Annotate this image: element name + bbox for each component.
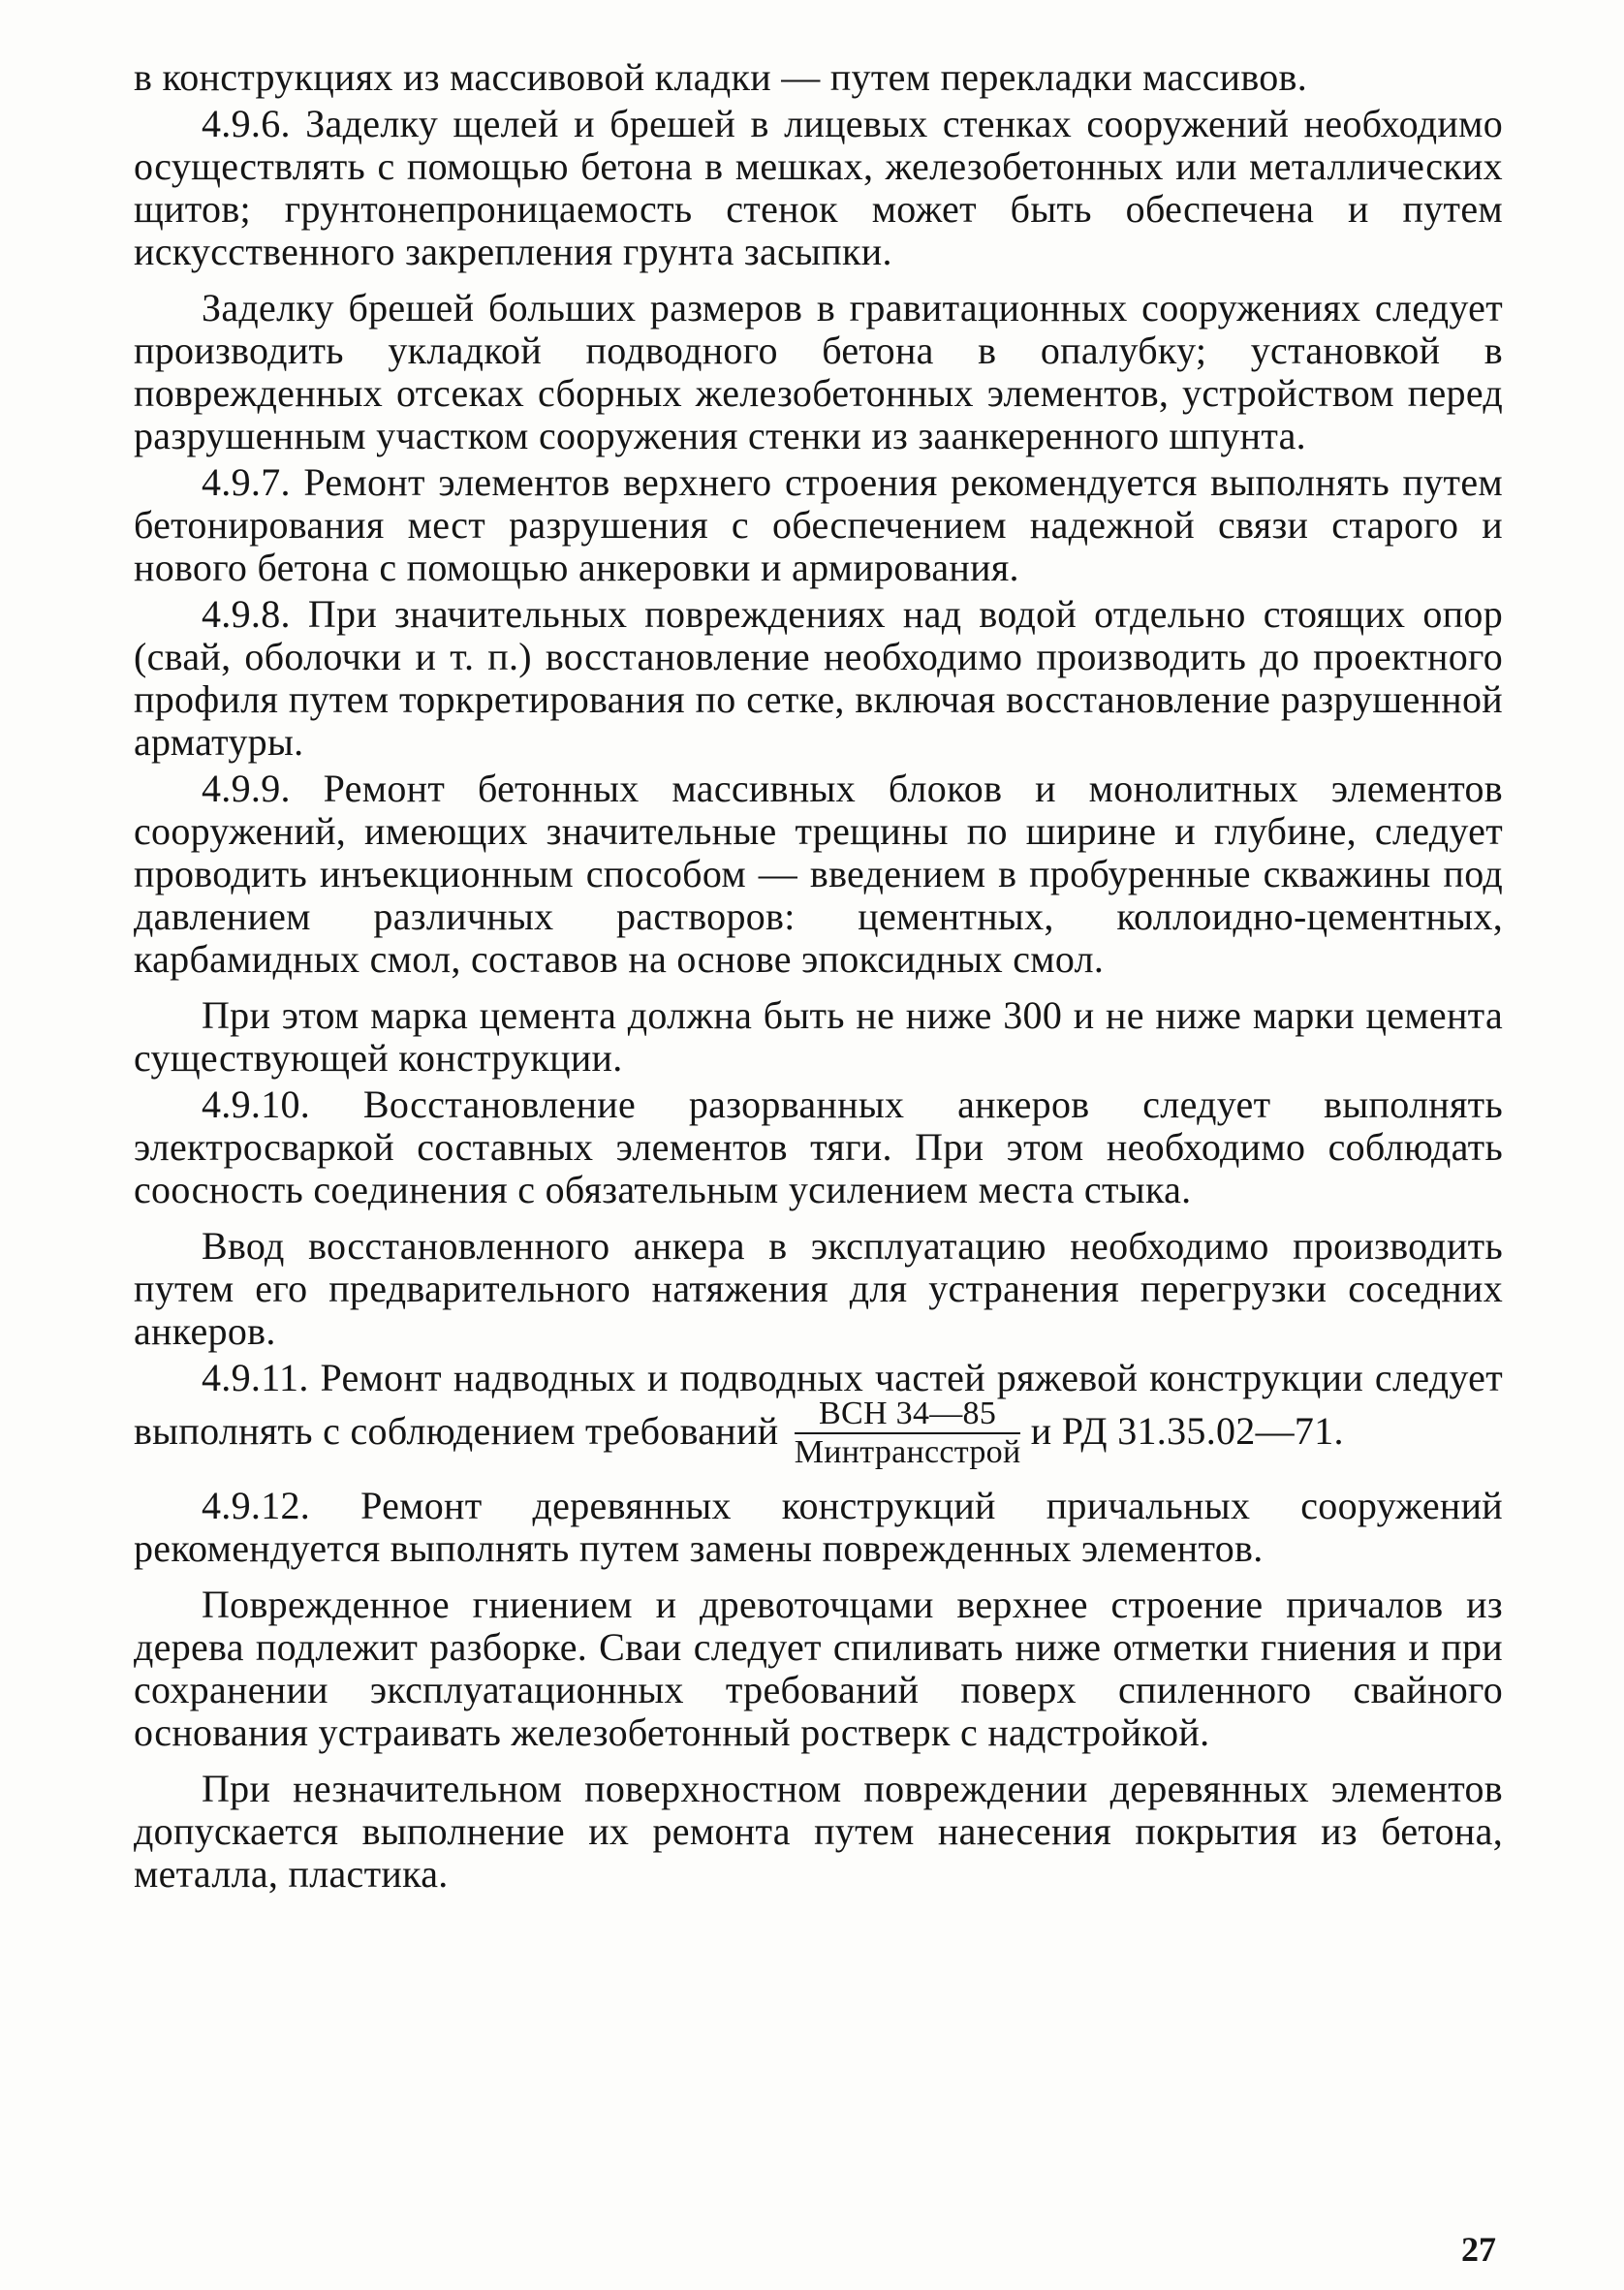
body-text xyxy=(134,56,1503,1899)
paragraph-cement-grade: При этом марка цемента должна быть не ниже 300 и не ниже марки цемента существующей конструкции. xyxy=(134,993,1503,1080)
paragraph-4-9-11-end: и РД 31.35.02—71. xyxy=(1030,1409,1344,1454)
paragraph-4-9-7: 4.9.7. Ремонт элементов верхнего строения рекомендуется выполнять путем бетонирования мест разрушения с обеспечением надежной связи старого и нового бетона с помощью анкеровки и армирования. xyxy=(134,460,1503,589)
fraction-numerator: ВСН 34—85 xyxy=(795,1396,1021,1434)
page-number: 27 xyxy=(1461,2230,1496,2269)
paragraph-continuation: в конструкциях из массивовой кладки — путем перекладки массивов. xyxy=(134,55,1308,99)
paragraph-minor-damage: При незначительном поверхностном повреждении деревянных элементов допускается выполнение их ремонта путем нанесения покрытия из бетона, металла, пластика. xyxy=(134,1767,1503,1896)
paragraph-rotten-structure: Поврежденное гниением и древоточцами верхнее строение причалов из дерева подлежит разборке. Сваи следует спиливать ниже отметки гниения и при сохранении эксплуатационных требований поверх спиленного свайного основания устраивать железобетонный ростверк с надстройкой. xyxy=(134,1583,1503,1754)
paragraph-4-9-8: 4.9.8. При значительных повреждениях над водой отдельно стоящих опор (свай, оболочки и т. п.) восстановление необходимо производить до проектного профиля путем торкретирования по сетке, включая восстановление разрушенной арматуры. xyxy=(134,592,1503,764)
paragraph-4-9-10: 4.9.10. Восстановление разорванных анкеров следует выполнять электросваркой составных элементов тяги. При этом необходимо соблюдать соосность соединения с обязательным усилением места стыка. xyxy=(134,1082,1503,1211)
fraction-denominator: Минтрансстрой xyxy=(794,1434,1021,1470)
paragraph-4-9-12: 4.9.12. Ремонт деревянных конструкций причальных сооружений рекомендуется выполнять путем замены поврежденных элементов. xyxy=(134,1484,1503,1570)
paragraph-breach-repair: Заделку брешей больших размеров в гравитационных сооружениях следует производить укладкой подводного бетона в опалубку; установкой в поврежденных отсеках сборных железобетонных элементов, устройством перед разрушенным участком сооружения стенки из заанкеренного шпунта. xyxy=(134,286,1503,457)
paragraph-4-9-6: 4.9.6. Заделку щелей и брешей в лицевых стенках сооружений необходимо осуществлять с помощью бетона в мешках, железобетонных или металлических щитов; грунтонепроницаемость стенок может быть обеспечена и путем искусственного закрепления грунта засыпки. xyxy=(134,102,1503,273)
paragraph-4-9-11-text: 4.9.11. Ремонт надводных и подводных частей ряжевой конструкции следует выполнять с соблюдением требований xyxy=(134,1356,1503,1454)
norm-reference-fraction xyxy=(795,1396,1021,1471)
paragraph-4-9-9: 4.9.9. Ремонт бетонных массивных блоков и монолитных элементов сооружений, имеющих значительные трещины по ширине и глубине, следует проводить инъекционным способом — введением в пробуренные скважины под давлением различных растворов: цементных, коллоидно-цементных, карбамидных смол, составов на основе эпоксидных смол. xyxy=(134,767,1503,981)
paragraph-anchor-commissioning: Ввод восстановленного анкера в эксплуатацию необходимо производить путем его предварительного натяжения для устранения перегрузки соседних анкеров. xyxy=(134,1224,1503,1353)
paragraph-4-9-11 xyxy=(134,1357,1503,1471)
